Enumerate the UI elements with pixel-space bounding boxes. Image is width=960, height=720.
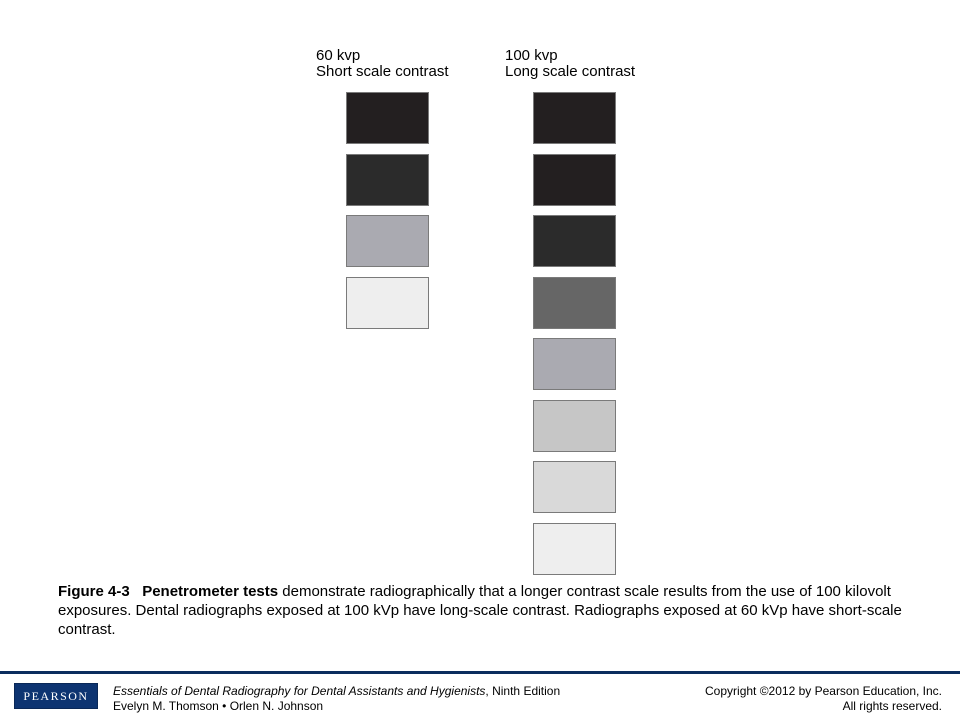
caption-bold-lead: Penetrometer tests (142, 583, 279, 600)
right-swatch-3 (533, 215, 616, 267)
left-swatch-4 (346, 277, 429, 329)
right-swatch-6 (533, 400, 616, 452)
left-swatch-1 (346, 92, 429, 144)
right-contrast-label: Long scale contrast (505, 63, 636, 80)
book-edition: , Ninth Edition (485, 684, 561, 698)
footer-copyright (705, 684, 942, 714)
right-swatch-5 (533, 338, 616, 390)
book-title: Essentials of Dental Radiography for Dental Assistants and Hygienists (113, 684, 486, 698)
left-swatch-2 (346, 154, 429, 206)
footer-title-line (113, 684, 560, 699)
left-contrast-label: Short scale contrast (316, 63, 449, 80)
left-kvp-label: 60 kvp (316, 47, 361, 64)
right-kvp-label: 100 kvp (505, 47, 558, 64)
right-swatch-2 (533, 154, 616, 206)
right-swatch-7 (533, 461, 616, 513)
caption-text: demonstrate radiographically that a longer contrast scale results from the use of 100 kilovolt exposures. Dental radiographs exposed at 100 kVp have long-scale contrast. Radiographs exposed at 60 kVp have short-scale contrast. (58, 583, 902, 638)
footer-divider (0, 671, 960, 674)
right-column-label (505, 48, 635, 80)
figure-number: Figure 4-3 (58, 583, 130, 600)
copyright-text: Copyright ©2012 by Pearson Education, Inc. (705, 684, 942, 698)
right-swatch-4 (533, 277, 616, 329)
book-authors: Evelyn M. Thomson • Orlen N. Johnson (113, 699, 324, 713)
footer-book-info (113, 684, 560, 714)
right-swatch-8 (533, 523, 616, 575)
left-column-label (316, 48, 449, 80)
rights-text: All rights reserved. (842, 699, 942, 713)
right-swatch-1 (533, 92, 616, 144)
left-swatch-3 (346, 215, 429, 267)
pearson-logo: PEARSON (14, 683, 98, 709)
figure-caption (58, 582, 908, 639)
